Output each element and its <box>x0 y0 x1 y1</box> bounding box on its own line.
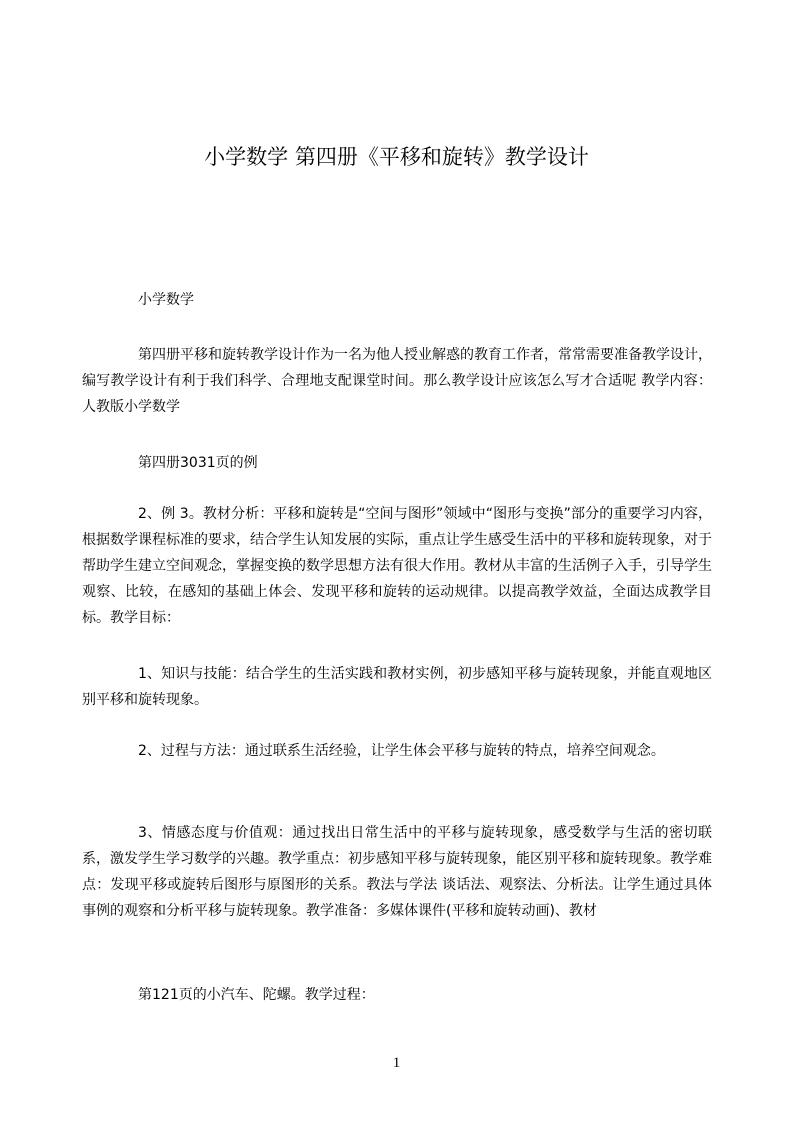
page-number: 1 <box>392 1055 401 1071</box>
paragraph-objective-attitude: 3、情感态度与价值观：通过找出日常生活中的平移与旋转现象，感受数学与生活的密切联系，激发学生学习数学的兴趣。教学重点：初步感知平移与旋转现象，能区别平移和旋转现象。教学难点：发现平移或旋转后图形与原图形的关系。教法与学法 谈话法、观察法、分析法。让学生通过具体事例的观察和分析平移与旋转现象。教学准备：多媒体课件(平移和旋转动画)、教材 <box>82 825 712 919</box>
paragraph-intro: 第四册平移和旋转教学设计作为一名为他人授业解惑的教育工作者，常常需要准备教学设计，编写教学设计有利于我们科学、合理地支配课堂时间。那么教学设计应该怎么写才合适呢 教学内容：人教版小学数学 <box>82 347 712 415</box>
paragraph-objective-knowledge: 1、知识与技能：结合学生的生活实践和教材实例，初步感知平移与旋转现象，并能直观地区别平移和旋转现象。 <box>82 666 712 708</box>
document-title: 小学数学 第四册《平移和旋转》教学设计 <box>204 145 589 169</box>
paragraph-subject: 小学数学 <box>138 292 194 308</box>
paragraph-teaching-process: 第121页的小汽车、陀螺。教学过程： <box>138 987 375 1003</box>
paragraph-objective-process: 2、过程与方法：通过联系生活经验，让学生体会平移与旋转的特点，培养空间观念。 <box>138 743 665 759</box>
paragraph-material-analysis: 2、例 3。教材分析：平移和旋转是“空间与图形”领域中“图形与变换”部分的重要学习内容，根据数学课程标准的要求，结合学生认知发展的实际，重点让学生感受生活中的平移和旋转现象，对于帮助学生建立空间观念，掌握变换的数学思想方法有很大作用。教材从丰富的生活例子入手，引导学生观察、比较，在感知的基础上体会、发现平移和旋转的运动规律。以提高教学效益，全面达成教学目标。教学目标： <box>82 506 712 626</box>
paragraph-book-reference: 第四册3031页的例 <box>138 455 258 471</box>
